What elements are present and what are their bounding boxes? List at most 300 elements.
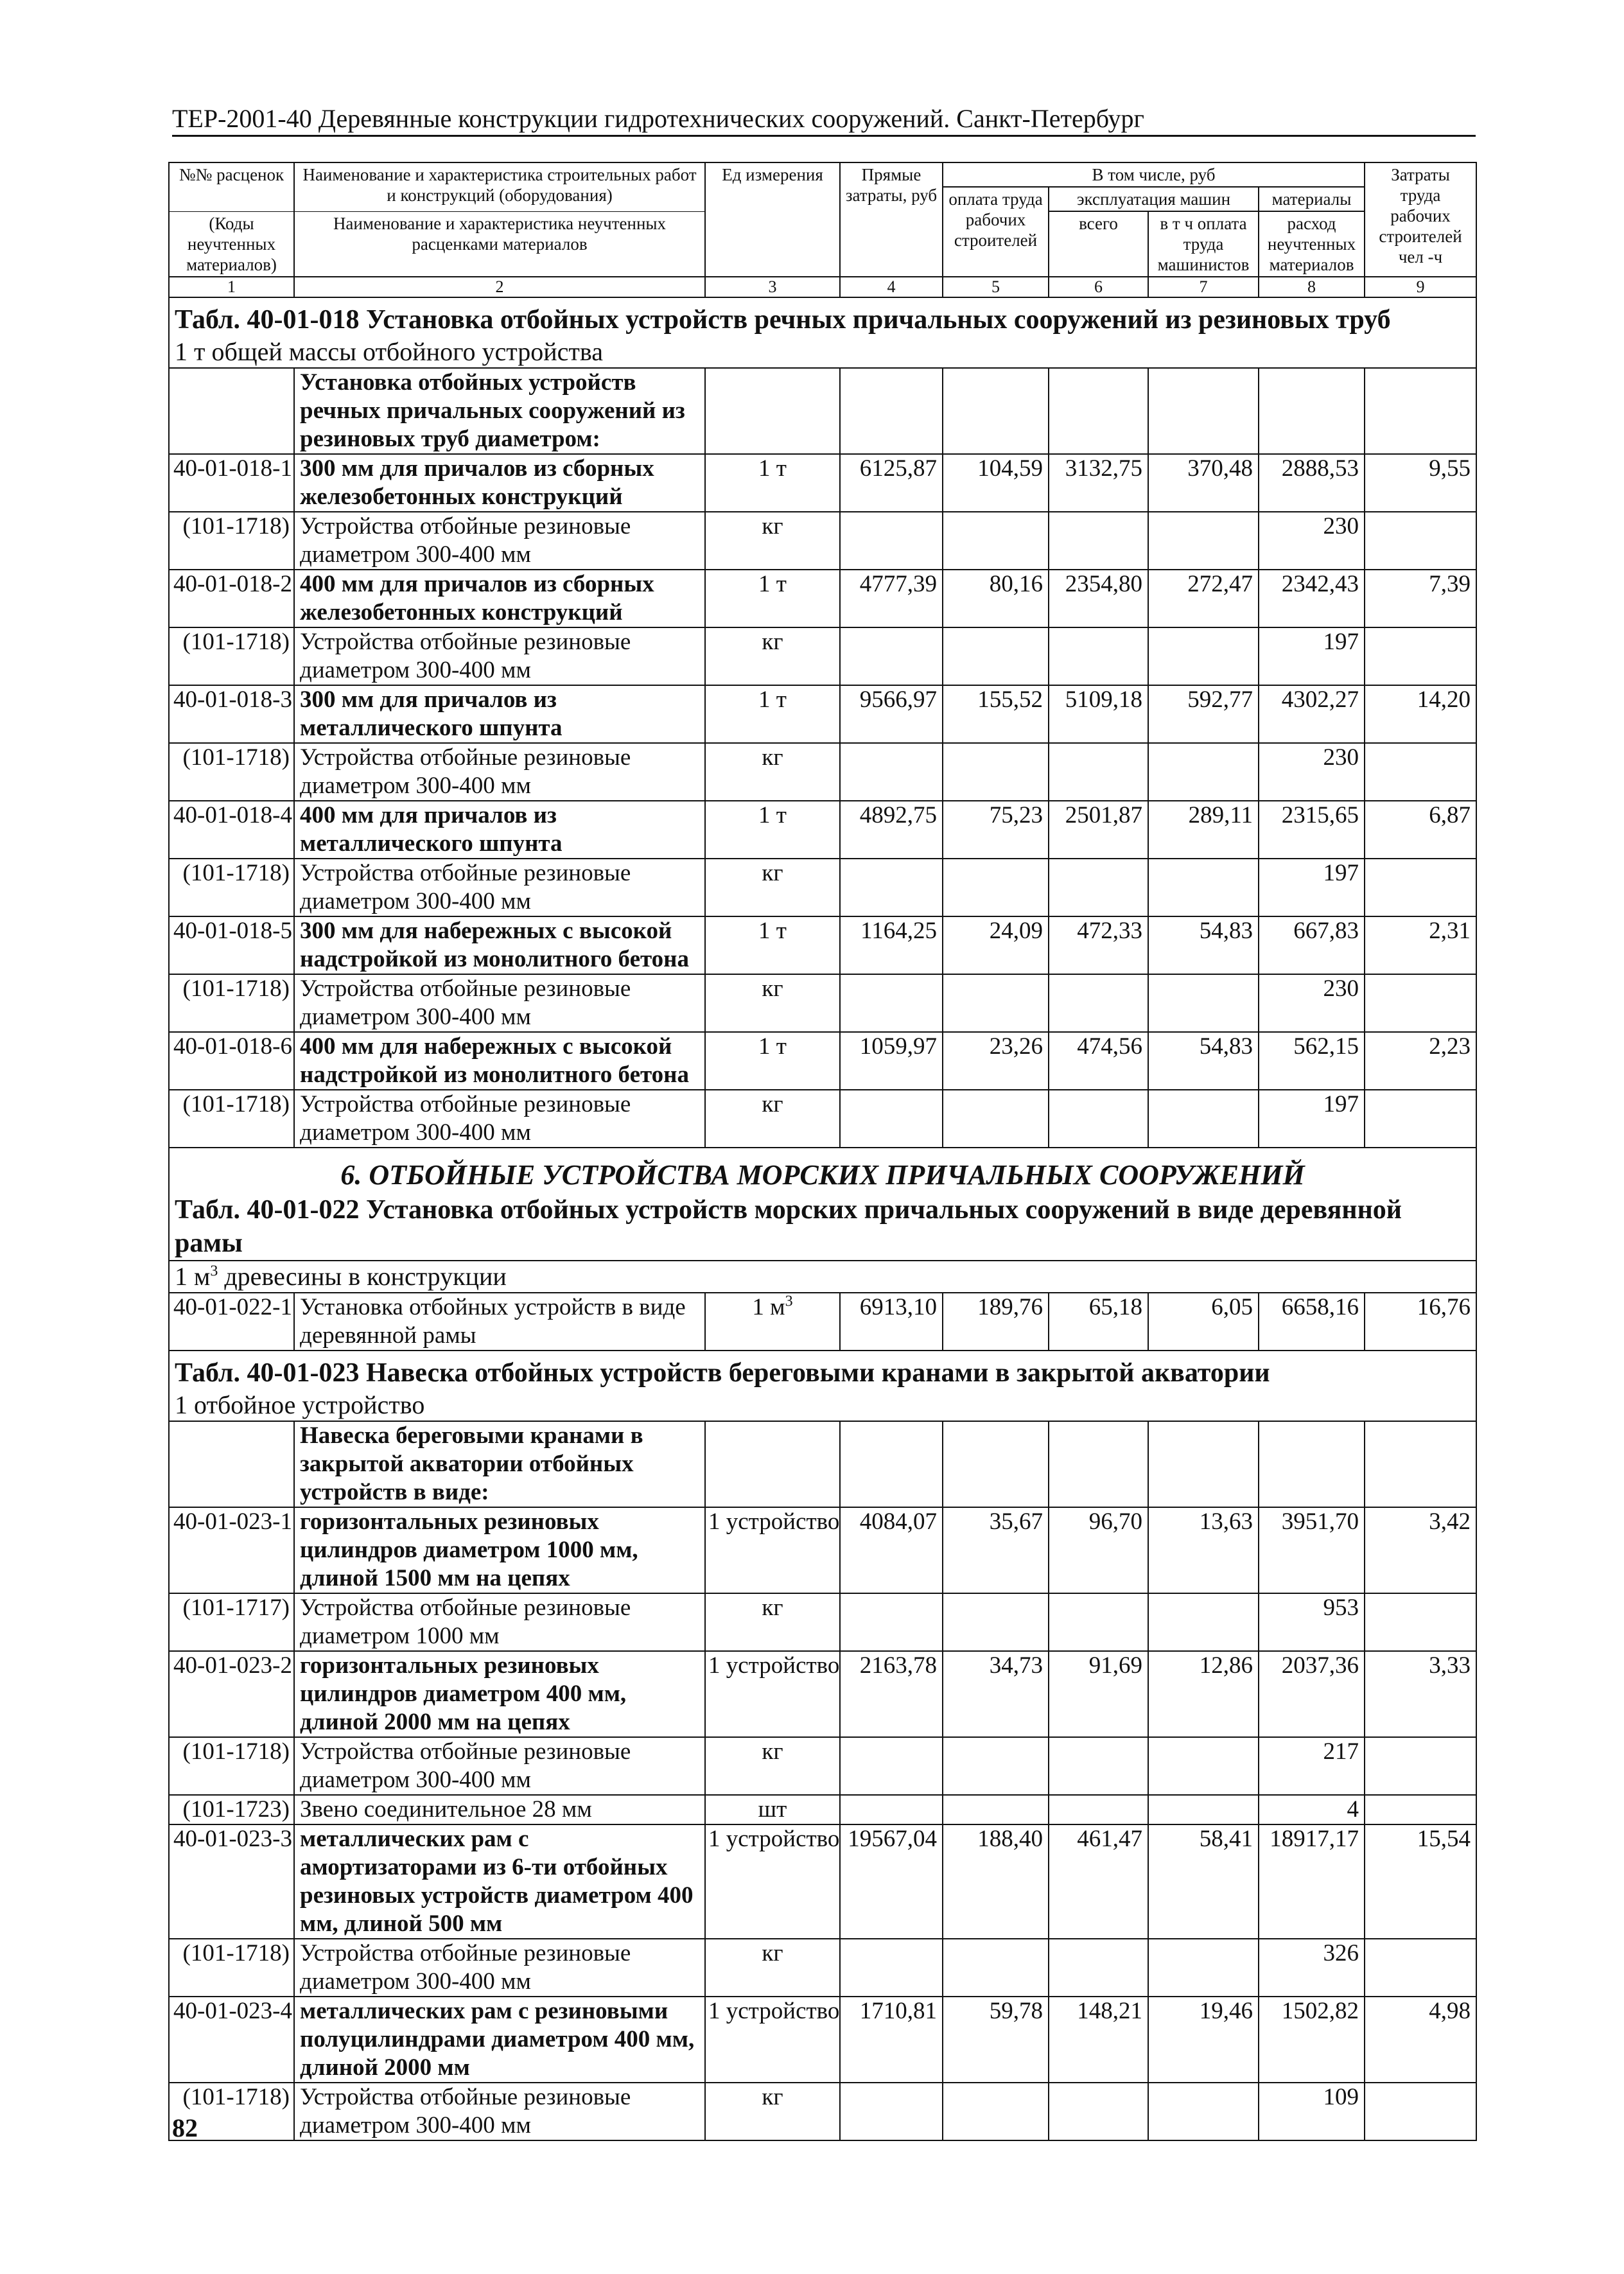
material-code: (101-1718) bbox=[169, 974, 294, 1032]
machinist-wages: 272,47 bbox=[1148, 570, 1259, 627]
rate-code: 40-01-023-3 bbox=[169, 1824, 294, 1939]
wages: 80,16 bbox=[943, 570, 1049, 627]
section-title-row bbox=[169, 1148, 1476, 1193]
material-row bbox=[169, 859, 1476, 916]
wages: 23,26 bbox=[943, 1032, 1049, 1090]
empty-cell bbox=[1148, 1090, 1259, 1148]
empty-cell bbox=[943, 627, 1049, 685]
materials: 6658,16 bbox=[1259, 1293, 1365, 1351]
empty-cell bbox=[1148, 743, 1259, 801]
materials: 1502,82 bbox=[1259, 1997, 1365, 2083]
table-subtitle-text bbox=[175, 1390, 424, 1419]
material-quantity: 230 bbox=[1259, 512, 1365, 570]
material-name: Устройства отбойные резиновые диаметром 300-400 мм bbox=[294, 627, 705, 685]
rate-name: 400 мм для набережных с высокой надстройкой из монолитного бетона bbox=[294, 1032, 705, 1090]
empty-cell bbox=[943, 1737, 1049, 1795]
materials: 18917,17 bbox=[1259, 1824, 1365, 1939]
machines-total: 461,47 bbox=[1049, 1824, 1148, 1939]
materials: 2315,65 bbox=[1259, 801, 1365, 859]
rate-name: 400 мм для причалов из сборных железобетонных конструкций bbox=[294, 570, 705, 627]
header-materials: материалы bbox=[1259, 187, 1365, 211]
table-title-row bbox=[169, 1193, 1476, 1261]
running-header: ТЕР-2001-40 Деревянные конструкции гидротехнических сооружений. Санкт-Петербург bbox=[172, 104, 1144, 133]
empty-cell bbox=[1259, 368, 1365, 454]
empty-cell bbox=[1148, 2083, 1259, 2140]
empty-cell bbox=[943, 1939, 1049, 1997]
rate-unit: 1 устройство bbox=[705, 1507, 840, 1593]
labor: 3,42 bbox=[1365, 1507, 1476, 1593]
empty-cell bbox=[840, 1737, 943, 1795]
labor: 9,55 bbox=[1365, 454, 1476, 512]
labor: 15,54 bbox=[1365, 1824, 1476, 1939]
material-quantity: 197 bbox=[1259, 1090, 1365, 1148]
empty-cell bbox=[1049, 627, 1148, 685]
empty-cell bbox=[840, 368, 943, 454]
machines-total: 2501,87 bbox=[1049, 801, 1148, 859]
material-code: (101-1718) bbox=[169, 2083, 294, 2140]
column-number: 2 bbox=[294, 277, 705, 297]
subtitle-text: древесины в конструкции bbox=[218, 1262, 507, 1291]
empty-cell bbox=[840, 512, 943, 570]
material-unit: кг bbox=[705, 1939, 840, 1997]
material-quantity: 217 bbox=[1259, 1737, 1365, 1795]
direct-costs: 4084,07 bbox=[840, 1507, 943, 1593]
machinist-wages: 54,83 bbox=[1148, 916, 1259, 974]
rate-code: 40-01-018-1 bbox=[169, 454, 294, 512]
direct-costs: 4777,39 bbox=[840, 570, 943, 627]
rate-code: 40-01-023-1 bbox=[169, 1507, 294, 1593]
materials: 562,15 bbox=[1259, 1032, 1365, 1090]
empty-cell bbox=[169, 368, 294, 454]
rate-row bbox=[169, 454, 1476, 512]
header-materials-code: (Коды неучтенных материалов) bbox=[169, 211, 294, 277]
material-code: (101-1723) bbox=[169, 1795, 294, 1824]
table-title bbox=[169, 1351, 1476, 1390]
material-row bbox=[169, 2083, 1476, 2140]
empty-cell bbox=[1365, 1090, 1476, 1148]
labor: 14,20 bbox=[1365, 685, 1476, 743]
direct-costs: 1164,25 bbox=[840, 916, 943, 974]
empty-cell bbox=[1148, 627, 1259, 685]
empty-cell bbox=[1049, 743, 1148, 801]
material-code: (101-1718) bbox=[169, 1737, 294, 1795]
empty-cell bbox=[1148, 512, 1259, 570]
rate-row bbox=[169, 1651, 1476, 1737]
machinist-wages: 13,63 bbox=[1148, 1507, 1259, 1593]
machines-total: 3132,75 bbox=[1049, 454, 1148, 512]
rate-unit-base: 1 м bbox=[752, 1294, 785, 1320]
direct-costs: 9566,97 bbox=[840, 685, 943, 743]
empty-cell bbox=[1365, 859, 1476, 916]
empty-cell bbox=[943, 1421, 1049, 1507]
material-name: Устройства отбойные резиновые диаметром 300-400 мм bbox=[294, 2083, 705, 2140]
wages: 189,76 bbox=[943, 1293, 1049, 1351]
material-code: (101-1718) bbox=[169, 1939, 294, 1997]
table-subtitle-row bbox=[169, 1261, 1476, 1293]
rate-row bbox=[169, 1824, 1476, 1939]
rate-unit bbox=[705, 1293, 840, 1351]
material-unit: кг bbox=[705, 1737, 840, 1795]
rate-unit: 1 устройство bbox=[705, 1997, 840, 2083]
machines-total: 2354,80 bbox=[1049, 570, 1148, 627]
group-intro-row bbox=[169, 1421, 1476, 1507]
table-subtitle bbox=[169, 1261, 1476, 1293]
column-number: 3 bbox=[705, 277, 840, 297]
rate-unit: 1 т bbox=[705, 570, 840, 627]
material-name: Устройства отбойные резиновые диаметром 300-400 мм bbox=[294, 1090, 705, 1148]
material-quantity: 4 bbox=[1259, 1795, 1365, 1824]
rate-code: 40-01-018-5 bbox=[169, 916, 294, 974]
estimate-table bbox=[168, 162, 1477, 2141]
column-number: 7 bbox=[1148, 277, 1259, 297]
material-quantity: 953 bbox=[1259, 1593, 1365, 1651]
rate-unit: 1 устройство bbox=[705, 1651, 840, 1737]
rate-name: 400 мм для причалов из металлического шпунта bbox=[294, 801, 705, 859]
table-title-text: Табл. 40-01-022 Установка отбойных устройств морских причальных сооружений в виде деревянной рамы bbox=[175, 1195, 1402, 1258]
rate-code: 40-01-018-3 bbox=[169, 685, 294, 743]
material-unit: кг bbox=[705, 1090, 840, 1148]
empty-cell bbox=[1049, 1795, 1148, 1824]
rate-unit: 1 т bbox=[705, 801, 840, 859]
empty-cell bbox=[1259, 1421, 1365, 1507]
rate-name: 300 мм для набережных с высокой надстройкой из монолитного бетона bbox=[294, 916, 705, 974]
empty-cell bbox=[1049, 974, 1148, 1032]
table-subtitle-text bbox=[175, 1262, 507, 1291]
empty-cell bbox=[1148, 974, 1259, 1032]
labor: 6,87 bbox=[1365, 801, 1476, 859]
machinist-wages: 592,77 bbox=[1148, 685, 1259, 743]
empty-cell bbox=[705, 1421, 840, 1507]
direct-costs: 6913,10 bbox=[840, 1293, 943, 1351]
material-code: (101-1718) bbox=[169, 627, 294, 685]
empty-cell bbox=[1049, 1593, 1148, 1651]
table-title-text: Табл. 40-01-023 Навеска отбойных устройств береговыми кранами в закрытой акватории bbox=[175, 1358, 1270, 1388]
material-unit: кг bbox=[705, 2083, 840, 2140]
empty-cell bbox=[1148, 1737, 1259, 1795]
group-intro-row bbox=[169, 368, 1476, 454]
empty-cell bbox=[943, 512, 1049, 570]
header-materials-consumption: расход неучтенных материалов bbox=[1259, 211, 1365, 277]
material-name: Устройства отбойные резиновые диаметром 300-400 мм bbox=[294, 1939, 705, 1997]
material-quantity: 197 bbox=[1259, 859, 1365, 916]
empty-cell bbox=[1365, 368, 1476, 454]
machines-total: 5109,18 bbox=[1049, 685, 1148, 743]
direct-costs: 1059,97 bbox=[840, 1032, 943, 1090]
header-direct-costs: Прямые затраты, руб bbox=[840, 162, 943, 277]
material-unit: шт bbox=[705, 1795, 840, 1824]
section-title-text: 6. ОТБОЙНЫЕ УСТРОЙСТВА МОРСКИХ ПРИЧАЛЬНЫХ СООРУЖЕНИЙ bbox=[340, 1159, 1305, 1191]
table-023-body bbox=[169, 1351, 1476, 2140]
empty-cell bbox=[1049, 1421, 1148, 1507]
wages: 104,59 bbox=[943, 454, 1049, 512]
rate-code: 40-01-018-6 bbox=[169, 1032, 294, 1090]
materials: 2888,53 bbox=[1259, 454, 1365, 512]
material-code: (101-1718) bbox=[169, 743, 294, 801]
empty-cell bbox=[1365, 1737, 1476, 1795]
column-number: 5 bbox=[943, 277, 1049, 297]
wages: 59,78 bbox=[943, 1997, 1049, 2083]
material-name: Устройства отбойные резиновые диаметром 300-400 мм bbox=[294, 859, 705, 916]
empty-cell bbox=[840, 743, 943, 801]
group-intro: Навеска береговыми кранами в закрытой акватории отбойных устройств в виде: bbox=[294, 1421, 705, 1507]
rate-unit: 1 т bbox=[705, 454, 840, 512]
machines-total: 472,33 bbox=[1049, 916, 1148, 974]
machines-total: 65,18 bbox=[1049, 1293, 1148, 1351]
material-row bbox=[169, 1795, 1476, 1824]
rate-row bbox=[169, 1997, 1476, 2083]
table-title-row bbox=[169, 297, 1476, 337]
wages: 155,52 bbox=[943, 685, 1049, 743]
empty-cell bbox=[1049, 2083, 1148, 2140]
header-code: №№ расценок bbox=[169, 162, 294, 211]
empty-cell bbox=[840, 1939, 943, 1997]
empty-cell bbox=[1365, 1795, 1476, 1824]
empty-cell bbox=[943, 368, 1049, 454]
empty-cell bbox=[840, 1421, 943, 1507]
header-unit: Ед измерения bbox=[705, 162, 840, 277]
material-row bbox=[169, 1090, 1476, 1148]
empty-cell bbox=[1049, 1090, 1148, 1148]
rate-code: 40-01-022-1 bbox=[169, 1293, 294, 1351]
empty-cell bbox=[840, 627, 943, 685]
rate-name: Установка отбойных устройств в виде деревянной рамы bbox=[294, 1293, 705, 1351]
rate-code: 40-01-018-2 bbox=[169, 570, 294, 627]
rate-code: 40-01-018-4 bbox=[169, 801, 294, 859]
labor: 2,23 bbox=[1365, 1032, 1476, 1090]
rate-row bbox=[169, 1032, 1476, 1090]
empty-cell bbox=[1049, 368, 1148, 454]
empty-cell bbox=[705, 368, 840, 454]
empty-cell bbox=[840, 1090, 943, 1148]
wages: 24,09 bbox=[943, 916, 1049, 974]
empty-cell bbox=[1049, 512, 1148, 570]
subtitle-unit: 1 м bbox=[175, 1262, 211, 1291]
empty-cell bbox=[1049, 859, 1148, 916]
empty-cell bbox=[840, 2083, 943, 2140]
column-number: 9 bbox=[1365, 277, 1476, 297]
table-subtitle-text bbox=[175, 337, 603, 366]
material-name: Устройства отбойные резиновые диаметром 300-400 мм bbox=[294, 974, 705, 1032]
material-unit: кг bbox=[705, 627, 840, 685]
rate-unit: 1 т bbox=[705, 1032, 840, 1090]
rate-row bbox=[169, 801, 1476, 859]
material-unit: кг bbox=[705, 1593, 840, 1651]
wages: 35,67 bbox=[943, 1507, 1049, 1593]
column-number: 1 bbox=[169, 277, 294, 297]
empty-cell bbox=[943, 743, 1049, 801]
table-title-row bbox=[169, 1351, 1476, 1390]
material-name: Устройства отбойные резиновые диаметром 300-400 мм bbox=[294, 1737, 705, 1795]
empty-cell bbox=[1148, 368, 1259, 454]
table-subtitle bbox=[169, 337, 1476, 368]
empty-cell bbox=[943, 974, 1049, 1032]
empty-cell bbox=[943, 2083, 1049, 2140]
material-quantity: 109 bbox=[1259, 2083, 1365, 2140]
material-name: Устройства отбойные резиновые диаметром 300-400 мм bbox=[294, 512, 705, 570]
labor: 2,31 bbox=[1365, 916, 1476, 974]
empty-cell bbox=[1365, 512, 1476, 570]
empty-cell bbox=[840, 1795, 943, 1824]
machines-total: 96,70 bbox=[1049, 1507, 1148, 1593]
material-row bbox=[169, 743, 1476, 801]
table-header bbox=[169, 162, 1476, 297]
material-name: Устройства отбойные резиновые диаметром 1000 мм bbox=[294, 1593, 705, 1651]
page-number: 82 bbox=[172, 2113, 198, 2142]
empty-cell bbox=[1148, 859, 1259, 916]
machinist-wages: 289,11 bbox=[1148, 801, 1259, 859]
materials: 2037,36 bbox=[1259, 1651, 1365, 1737]
rate-unit: 1 устройство bbox=[705, 1824, 840, 1939]
empty-cell bbox=[1148, 1795, 1259, 1824]
rate-name: горизонтальных резиновых цилиндров диаметром 400 мм, длиной 2000 мм на цепях bbox=[294, 1651, 705, 1737]
direct-costs: 4892,75 bbox=[840, 801, 943, 859]
direct-costs: 1710,81 bbox=[840, 1997, 943, 2083]
group-intro: Установка отбойных устройств речных причальных сооружений из резиновых труб диаметром: bbox=[294, 368, 705, 454]
header-rule bbox=[172, 135, 1476, 137]
material-unit: кг bbox=[705, 512, 840, 570]
header-wages: оплата труда рабочих строителей bbox=[943, 187, 1049, 277]
materials: 3951,70 bbox=[1259, 1507, 1365, 1593]
wages: 75,23 bbox=[943, 801, 1049, 859]
subtitle-text: 1 т общей массы отбойного устройства bbox=[175, 337, 603, 366]
empty-cell bbox=[1365, 627, 1476, 685]
machines-total: 148,21 bbox=[1049, 1997, 1148, 2083]
machinist-wages: 54,83 bbox=[1148, 1032, 1259, 1090]
empty-cell bbox=[943, 1795, 1049, 1824]
empty-cell bbox=[943, 1593, 1049, 1651]
machines-total: 474,56 bbox=[1049, 1032, 1148, 1090]
rate-code: 40-01-023-2 bbox=[169, 1651, 294, 1737]
materials: 667,83 bbox=[1259, 916, 1365, 974]
materials: 4302,27 bbox=[1259, 685, 1365, 743]
material-quantity: 230 bbox=[1259, 743, 1365, 801]
empty-cell bbox=[1148, 1939, 1259, 1997]
material-row bbox=[169, 1737, 1476, 1795]
column-numbers-row bbox=[169, 277, 1476, 297]
empty-cell bbox=[1049, 1737, 1148, 1795]
material-quantity: 230 bbox=[1259, 974, 1365, 1032]
empty-cell bbox=[1365, 743, 1476, 801]
rate-row bbox=[169, 1507, 1476, 1593]
empty-cell bbox=[1148, 1421, 1259, 1507]
empty-cell bbox=[1365, 1421, 1476, 1507]
material-quantity: 197 bbox=[1259, 627, 1365, 685]
header-machinist-wages: в т ч оплата труда машинистов bbox=[1148, 211, 1259, 277]
rate-row bbox=[169, 685, 1476, 743]
header-materials-name: Наименование и характеристика неучтенных расценками материалов bbox=[294, 211, 705, 277]
header-machines-total: всего bbox=[1049, 211, 1148, 277]
rate-row bbox=[169, 1293, 1476, 1351]
machinist-wages: 19,46 bbox=[1148, 1997, 1259, 2083]
table-title bbox=[169, 1193, 1476, 1261]
table-subtitle bbox=[169, 1390, 1476, 1421]
empty-cell bbox=[1365, 974, 1476, 1032]
empty-cell bbox=[169, 1421, 294, 1507]
rate-row bbox=[169, 570, 1476, 627]
material-name: Устройства отбойные резиновые диаметром 300-400 мм bbox=[294, 743, 705, 801]
wages: 188,40 bbox=[943, 1824, 1049, 1939]
empty-cell bbox=[840, 974, 943, 1032]
labor: 3,33 bbox=[1365, 1651, 1476, 1737]
material-code: (101-1717) bbox=[169, 1593, 294, 1651]
column-number: 6 bbox=[1049, 277, 1148, 297]
rate-name: 300 мм для причалов из сборных железобетонных конструкций bbox=[294, 454, 705, 512]
labor: 4,98 bbox=[1365, 1997, 1476, 2083]
machinist-wages: 12,86 bbox=[1148, 1651, 1259, 1737]
table-title-text: Табл. 40-01-018 Установка отбойных устройств речных причальных сооружений из резиновых труб bbox=[175, 305, 1391, 335]
material-row bbox=[169, 974, 1476, 1032]
header-name: Наименование и характеристика строительных работ и конструкций (оборудования) bbox=[294, 162, 705, 211]
material-row bbox=[169, 1593, 1476, 1651]
rate-name: горизонтальных резиновых цилиндров диаметром 1000 мм, длиной 1500 мм на цепях bbox=[294, 1507, 705, 1593]
machinist-wages: 370,48 bbox=[1148, 454, 1259, 512]
table-018-body bbox=[169, 297, 1476, 1148]
direct-costs: 19567,04 bbox=[840, 1824, 943, 1939]
empty-cell bbox=[1365, 1939, 1476, 1997]
rate-unit: 1 т bbox=[705, 685, 840, 743]
empty-cell bbox=[1365, 2083, 1476, 2140]
empty-cell bbox=[840, 1593, 943, 1651]
direct-costs: 2163,78 bbox=[840, 1651, 943, 1737]
machines-total: 91,69 bbox=[1049, 1651, 1148, 1737]
materials: 2342,43 bbox=[1259, 570, 1365, 627]
material-unit: кг bbox=[705, 974, 840, 1032]
labor: 7,39 bbox=[1365, 570, 1476, 627]
material-quantity: 326 bbox=[1259, 1939, 1365, 1997]
rate-code: 40-01-023-4 bbox=[169, 1997, 294, 2083]
rate-name: 300 мм для причалов из металлического шпунта bbox=[294, 685, 705, 743]
rate-name: металлических рам с амортизаторами из 6-ти отбойных резиновых устройств диаметром 400 мм, длиной 500 мм bbox=[294, 1824, 705, 1939]
column-number: 4 bbox=[840, 277, 943, 297]
labor: 16,76 bbox=[1365, 1293, 1476, 1351]
subtitle-unit-sup: 3 bbox=[210, 1263, 218, 1280]
machinist-wages: 6,05 bbox=[1148, 1293, 1259, 1351]
header-labor: Затраты труда рабочих строителей чел -ч bbox=[1365, 162, 1476, 277]
column-number: 8 bbox=[1259, 277, 1365, 297]
table-subtitle-row bbox=[169, 337, 1476, 368]
empty-cell bbox=[1049, 1939, 1148, 1997]
empty-cell bbox=[943, 1090, 1049, 1148]
empty-cell bbox=[840, 859, 943, 916]
estimate-sheet bbox=[168, 162, 1476, 2141]
rate-unit-sup: 3 bbox=[785, 1293, 793, 1310]
wages: 34,73 bbox=[943, 1651, 1049, 1737]
direct-costs: 6125,87 bbox=[840, 454, 943, 512]
header-machines: эксплуатация машин bbox=[1049, 187, 1259, 211]
material-code: (101-1718) bbox=[169, 859, 294, 916]
table-022-body bbox=[169, 1148, 1476, 1351]
material-row bbox=[169, 512, 1476, 570]
header-group: В том числе, руб bbox=[943, 162, 1365, 187]
material-unit: кг bbox=[705, 743, 840, 801]
material-row bbox=[169, 1939, 1476, 1997]
empty-cell bbox=[1148, 1593, 1259, 1651]
rate-unit: 1 т bbox=[705, 916, 840, 974]
material-unit: кг bbox=[705, 859, 840, 916]
material-code: (101-1718) bbox=[169, 1090, 294, 1148]
machinist-wages: 58,41 bbox=[1148, 1824, 1259, 1939]
material-code: (101-1718) bbox=[169, 512, 294, 570]
table-subtitle-row bbox=[169, 1390, 1476, 1421]
table-title bbox=[169, 297, 1476, 337]
material-name: Звено соединительное 28 мм bbox=[294, 1795, 705, 1824]
rate-row bbox=[169, 916, 1476, 974]
empty-cell bbox=[1365, 1593, 1476, 1651]
material-row bbox=[169, 627, 1476, 685]
section-title bbox=[169, 1148, 1476, 1193]
rate-name: металлических рам с резиновыми полуцилиндрами диаметром 400 мм, длиной 2000 мм bbox=[294, 1997, 705, 2083]
empty-cell bbox=[943, 859, 1049, 916]
